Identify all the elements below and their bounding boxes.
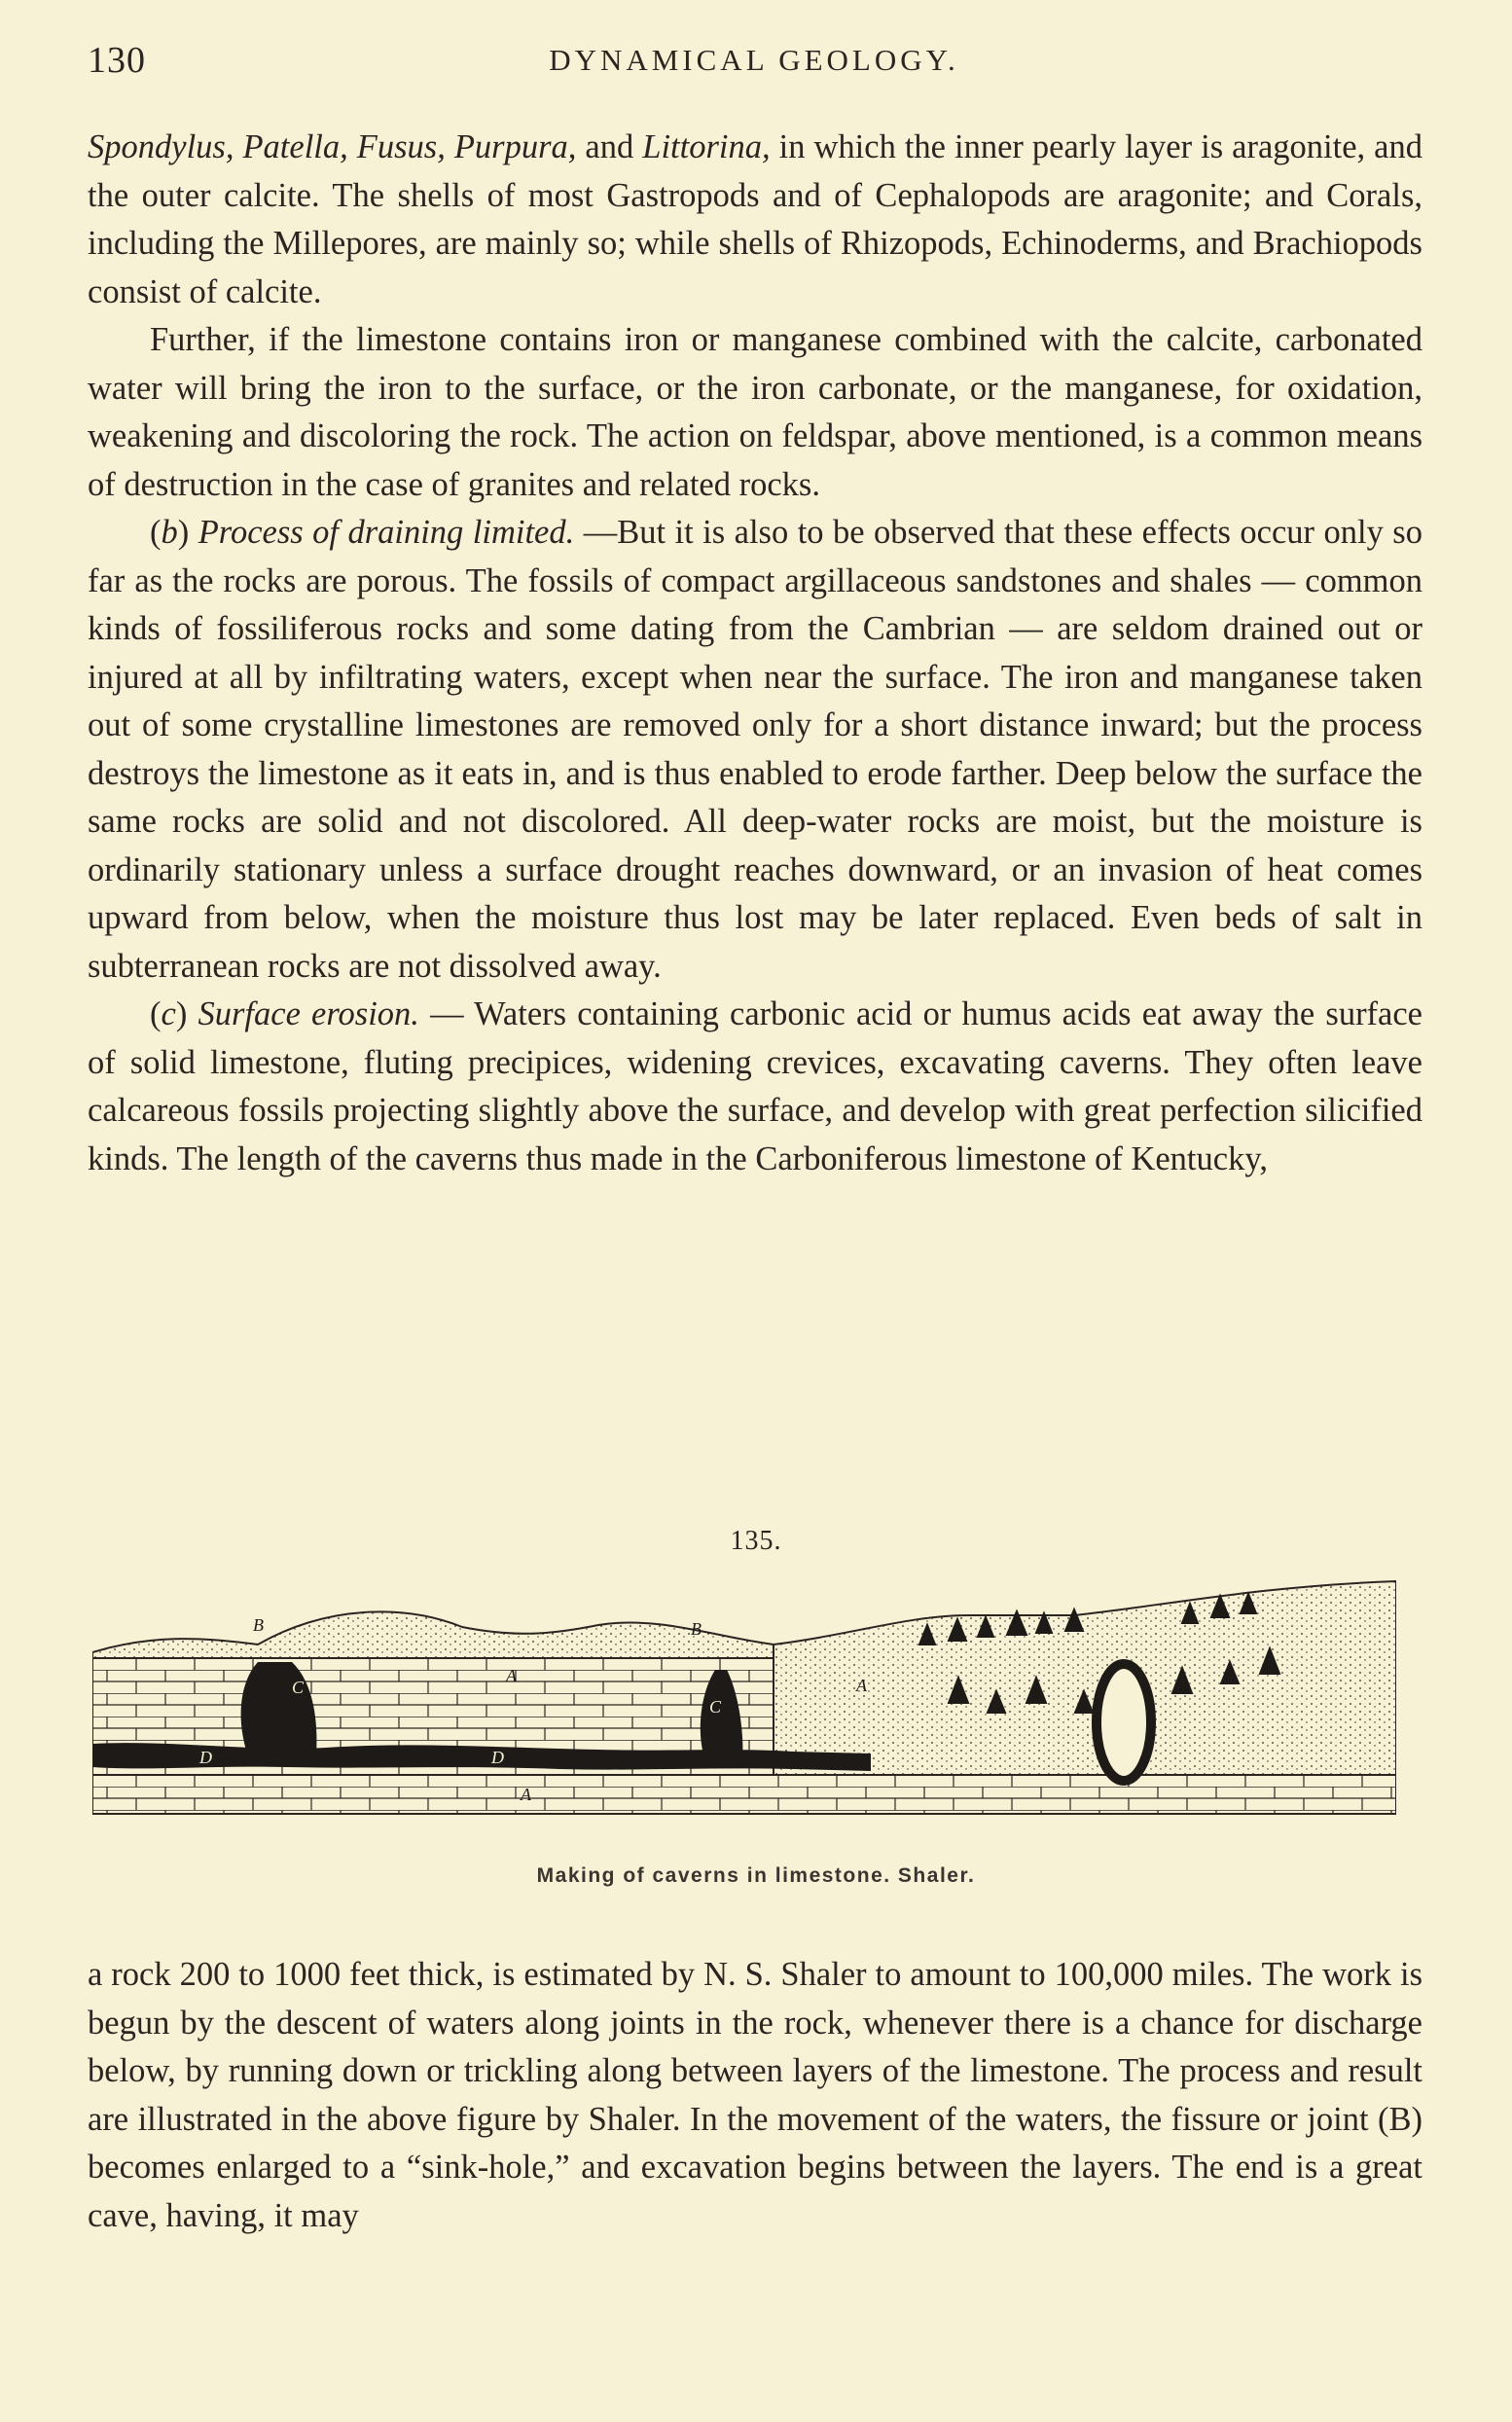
- surface-soil: [92, 1611, 774, 1658]
- italic-run: Littorina,: [642, 128, 771, 165]
- label-d2: D: [491, 1748, 504, 1767]
- label-c1: C: [292, 1678, 305, 1697]
- italic-run: c: [161, 995, 176, 1032]
- page-number: 130: [88, 40, 146, 81]
- text-run: (: [150, 995, 162, 1032]
- label-a3: A: [521, 1785, 531, 1804]
- figure-caption: Making of caverns in limestone. Shaler.: [536, 1864, 976, 1887]
- paragraph: [88, 316, 1422, 509]
- body-text-top: [88, 124, 1422, 1183]
- text-run: and: [576, 128, 643, 165]
- label-a2: A: [856, 1676, 867, 1695]
- text-run: Further, if the limestone contains iron or manganese combined with the calcite, carbonated water will bring the iron to the surface, or the iron carbonate, or the manganese, for oxidation, weakening and discoloring the rock. The action on feldspar, above mentioned, is a common means of destruction in the case of granites and related rocks.: [88, 321, 1422, 503]
- base-strata: [92, 1775, 1396, 1814]
- italic-run: Process of draining limited.: [198, 514, 575, 551]
- cavern-illustration: [92, 1576, 1396, 1820]
- label-a1: A: [506, 1666, 517, 1685]
- italic-run: Surface erosion.: [198, 995, 419, 1032]
- text-run: —But it is also to be observed that these effects occur only so far as the rocks are porous. The fossils of compact argillaceous sandstones and shales — common kinds of fossiliferous rocks and some dating from the Cambrian — are seldom drained out or injured at all by infiltrating waters, except when near the surface. The iron and manganese taken out of some crystalline limestones are removed only for a short distance inward; but the process destroys the limestone as it eats in, and is thus enabled to erode farther. Deep below the surface the same rocks are solid and not discolored. All deep-water rocks are moist, but the moisture is ordinarily stationary unless a surface drought reaches downward, or an invasion of heat comes upward from below, when the moisture thus lost may be later replaced. Even beds of salt in subterranean rocks are not dissolved away.: [88, 514, 1422, 985]
- figure-number: 135.: [730, 1526, 782, 1556]
- body-text-bottom: [88, 1951, 1422, 2240]
- running-head: DYNAMICAL GEOLOGY.: [549, 43, 959, 77]
- paragraph: [88, 1951, 1422, 2240]
- label-c2: C: [709, 1697, 722, 1717]
- cave-entrance: [1097, 1664, 1151, 1781]
- text-run: (: [150, 514, 162, 551]
- label-d1: D: [199, 1748, 212, 1767]
- text-run: ): [175, 995, 198, 1032]
- text-run: a rock 200 to 1000 feet thick, is estimated by N. S. Shaler to amount to 100,000 miles. The work is begun by the descent of waters along joints in the rock, whenever there is a chance for discharge below, by running down or trickling along between layers of the limestone. The process and result are illustrated in the above figure by Shaler. In the movement of the waters, the fissure or joint (B) becomes enlarged to a “sink-hole,” and excavation begins between the layers. The end is a great cave, having, it may: [88, 1956, 1422, 2234]
- text-run: — Waters containing carbonic acid or humus acids eat away the surface of solid limestone, fluting precipices, widening crevices, excavating caverns. They often leave calcareous fossils projecting slightly above the surface, and develop with great perfection silicified kinds. The length of the caverns thus made in the Carboniferous limestone of Kentucky,: [88, 995, 1422, 1177]
- label-b1: B: [253, 1615, 264, 1635]
- paragraph: [88, 124, 1422, 316]
- label-b2: B: [691, 1619, 702, 1639]
- paragraph: [88, 509, 1422, 991]
- italic-run: b: [161, 514, 178, 551]
- italic-run: Spondylus, Patella, Fusus, Purpura,: [88, 128, 577, 165]
- page-header: [88, 39, 1421, 88]
- text-run: ): [177, 514, 198, 551]
- paragraph: [88, 991, 1422, 1183]
- text-run: in which the inner pearly layer is aragonite, and the outer calcite. The shells of most Gastropods and of Cephalopods are aragonite; and Corals, including the Millepores, are mainly so; while shells of Rhizopods, Echinoderms, and Brachiopods consist of calcite.: [88, 128, 1422, 310]
- hillside-slope: [774, 1581, 1396, 1775]
